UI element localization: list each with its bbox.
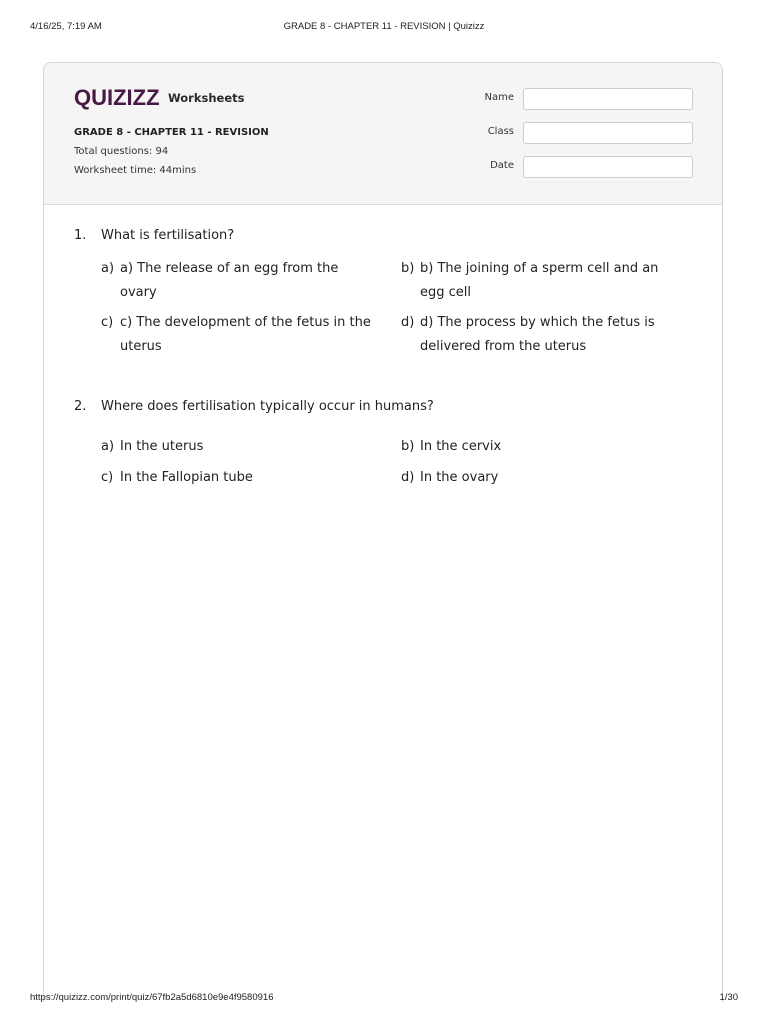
name-label: Name bbox=[484, 92, 514, 103]
question-text: Where does fertilisation typically occur in humans? bbox=[101, 399, 434, 414]
print-footer bbox=[30, 992, 738, 1006]
name-field-row bbox=[474, 88, 694, 112]
option-text: In the ovary bbox=[420, 470, 499, 485]
option-a bbox=[101, 435, 371, 459]
option-text: a) The release of an egg from the ovary bbox=[120, 261, 339, 300]
print-url[interactable]: https://quizizz.com/print/quiz/67fb2a5d6810e9e4f9580916 bbox=[30, 992, 274, 1003]
class-field[interactable] bbox=[523, 122, 693, 144]
question-text: What is fertilisation? bbox=[101, 228, 235, 243]
page-number: 1/30 bbox=[719, 992, 738, 1003]
brand bbox=[74, 85, 244, 111]
date-field[interactable] bbox=[523, 156, 693, 178]
date-label: Date bbox=[490, 160, 514, 171]
option-b bbox=[401, 257, 686, 305]
worksheet-header bbox=[44, 63, 722, 205]
option-text: In the cervix bbox=[420, 439, 502, 454]
option-d bbox=[401, 466, 661, 490]
option-letter: a) bbox=[101, 439, 115, 454]
question-number: 2. bbox=[74, 399, 87, 414]
quizizz-logo bbox=[74, 85, 160, 111]
print-page-title: GRADE 8 - CHAPTER 11 - REVISION | Quizizz bbox=[283, 21, 485, 32]
print-header bbox=[30, 21, 738, 35]
option-letter: a) bbox=[101, 261, 115, 276]
option-letter: d) bbox=[401, 470, 415, 485]
option-letter: d) bbox=[401, 315, 415, 330]
worksheet-card bbox=[43, 62, 723, 1002]
option-letter: c) bbox=[101, 470, 114, 485]
class-field-row bbox=[474, 122, 694, 146]
date-field-row bbox=[474, 156, 694, 180]
option-text: d) The process by which the fetus is delivered from the uterus bbox=[420, 315, 655, 354]
option-letter: b) bbox=[401, 439, 415, 454]
option-c bbox=[101, 311, 371, 359]
option-text: c) The development of the fetus in the uterus bbox=[120, 315, 371, 354]
svg-text:QUIZIZZ: QUIZIZZ bbox=[74, 85, 160, 110]
option-d bbox=[401, 311, 661, 359]
option-text: b) The joining of a sperm cell and an egg cell bbox=[420, 261, 659, 300]
total-questions: Total questions: 94 bbox=[74, 146, 169, 157]
option-letter: c) bbox=[101, 315, 114, 330]
option-letter: b) bbox=[401, 261, 415, 276]
question-number: 1. bbox=[74, 228, 87, 243]
class-label: Class bbox=[487, 126, 514, 137]
worksheet-time: Worksheet time: 44mins bbox=[74, 165, 197, 176]
option-text: In the Fallopian tube bbox=[120, 470, 253, 485]
option-a bbox=[101, 257, 371, 305]
option-text: In the uterus bbox=[120, 439, 204, 454]
name-field[interactable] bbox=[523, 88, 693, 110]
print-datetime: 4/16/25, 7:19 AM bbox=[30, 21, 102, 32]
option-c bbox=[101, 466, 371, 490]
worksheet-title: GRADE 8 - CHAPTER 11 - REVISION bbox=[74, 127, 269, 138]
option-b bbox=[401, 435, 686, 459]
brand-subtitle: Worksheets bbox=[168, 91, 245, 105]
